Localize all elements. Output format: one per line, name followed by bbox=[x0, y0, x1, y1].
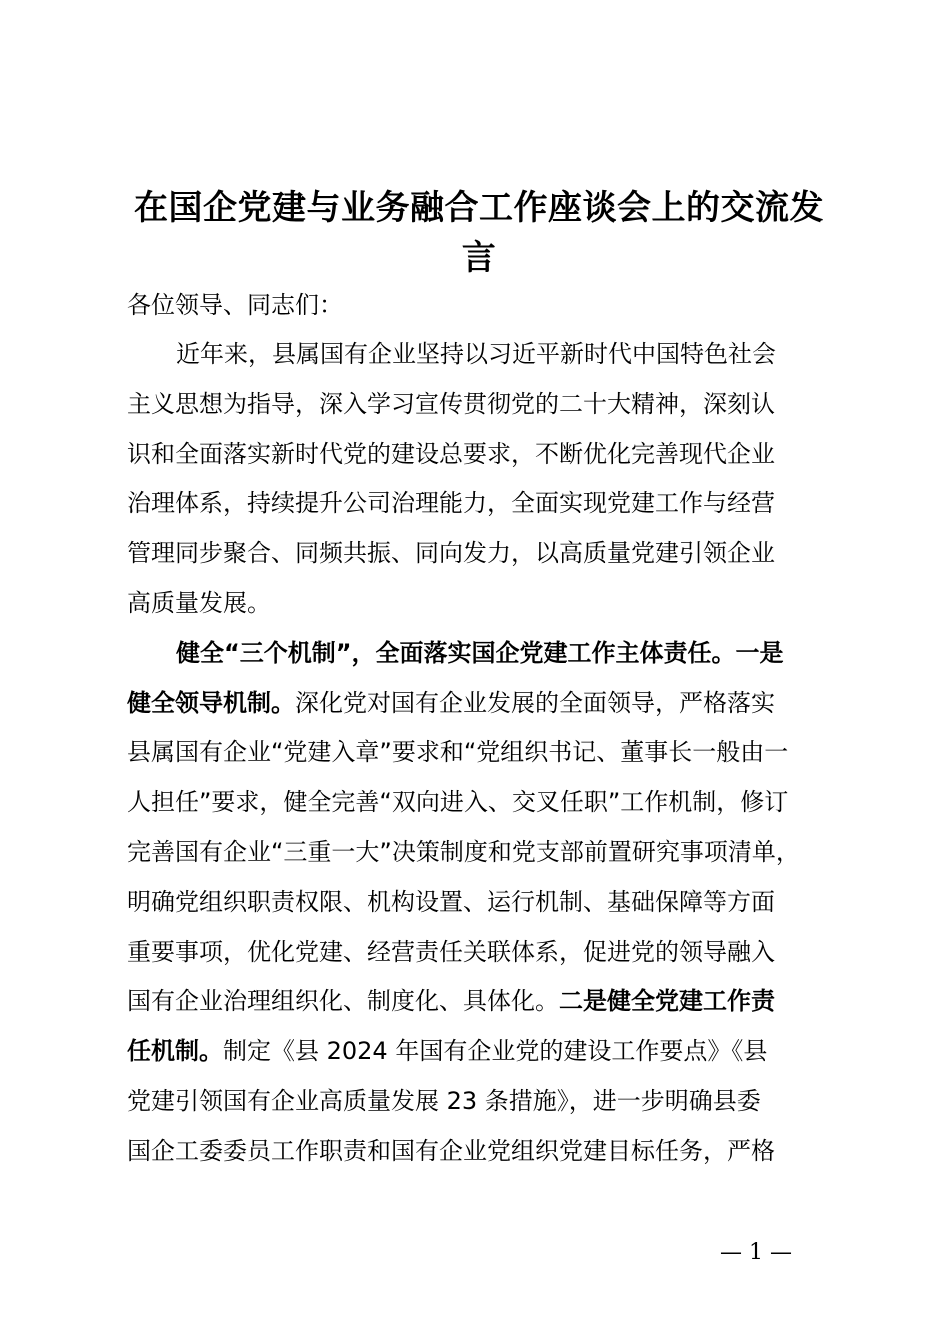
paragraph-2-line-11: 国企工委委员工作职责和国有企业党组织党建目标任务，严格 bbox=[127, 1136, 775, 1165]
paragraph-2-line-9-text: 制定《县 2024 年国有企业党的建设工作要点》《县 bbox=[223, 1037, 768, 1066]
paragraph-2-line-8 bbox=[127, 977, 837, 1027]
paragraph-2-line-5: 完善国有企业“三重一大”决策制度和党支部前置研究事项清单， bbox=[127, 837, 800, 866]
paragraph-2-line-2-text: 深化党对国有企业发展的全面领导，严格落实 bbox=[295, 688, 775, 717]
paragraph-2-line-10: 党建引领国有企业高质量发展 23 条措施》，进一步明确县委 bbox=[127, 1086, 761, 1115]
paragraph-1-line-1: 近年来，县属国有企业坚持以习近平新时代中国特色社会 bbox=[176, 340, 776, 368]
paragraph-2-heading-line: 健全“三个机制”，全面落实国企党建工作主体责任。一是 bbox=[176, 638, 784, 667]
paragraph-2-line-2 bbox=[127, 679, 837, 729]
subheading-leadership-mechanism: 健全领导机制。 bbox=[127, 688, 295, 717]
paragraph-2-line-8-text: 国有企业治理组织化、制度化、具体化。 bbox=[127, 987, 559, 1016]
paragraph-2-line-7: 重要事项，优化党建、经营责任关联体系，促进党的领导融入 bbox=[127, 937, 775, 966]
paragraph-2-line-6: 明确党组织职责权限、机构设置、运行机制、基础保障等方面 bbox=[127, 887, 775, 916]
page-number: — 1 — bbox=[720, 1240, 792, 1265]
paragraph-1-line-2: 主义思想为指导，深入学习宣传贯彻党的二十大精神，深刻认 bbox=[127, 389, 775, 418]
paragraph-1-line-5: 管理同步聚合、同频共振、同向发力，以高质量党建引领企业 bbox=[127, 539, 775, 568]
subheading-responsibility-mechanism: 二是健全党建工作责 bbox=[559, 987, 775, 1016]
paragraph-2-line-3: 县属国有企业“党建入章”要求和“党组织书记、董事长一般由一 bbox=[127, 738, 789, 767]
document-title bbox=[120, 183, 838, 283]
paragraph-2-line-4: 人担任”要求，健全完善“双向进入、交叉任职”工作机制，修订 bbox=[127, 788, 789, 817]
title-line-1: 在国企党建与业务融合工作座谈会上的交流发 bbox=[134, 188, 824, 228]
salutation: 各位领导、同志们： bbox=[127, 291, 343, 319]
subheading-responsibility-mechanism-end: 任机制。 bbox=[127, 1037, 223, 1066]
paragraph-1-line-6: 高质量发展。 bbox=[127, 588, 271, 617]
paragraph-1-line-3: 识和全面落实新时代党的建设总要求，不断优化完善现代企业 bbox=[127, 439, 775, 468]
document-body bbox=[127, 330, 837, 1177]
paragraph-2-line-9 bbox=[127, 1027, 837, 1077]
title-line-2: 言 bbox=[461, 237, 497, 278]
paragraph-1-line-4: 治理体系，持续提升公司治理能力，全面实现党建工作与经营 bbox=[127, 489, 775, 518]
